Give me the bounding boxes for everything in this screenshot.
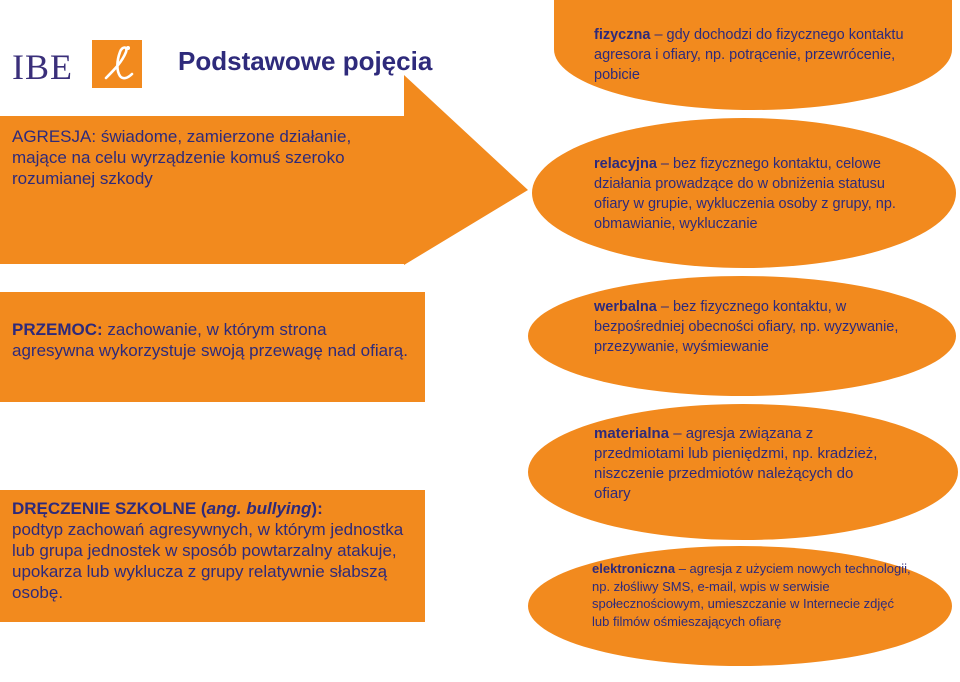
logo-text: IBE: [12, 47, 73, 87]
dreczenie-term-end: ):: [311, 499, 323, 518]
oval-werbalna: [528, 276, 956, 396]
fizyczna-term: fizyczna: [594, 27, 651, 43]
agresja-term: AGRESJA:: [12, 127, 97, 146]
relacyjna-term: relacyjna: [594, 156, 657, 172]
oval-relacyjna: [532, 118, 956, 268]
werbalna-term: werbalna: [594, 299, 657, 315]
przemoc-definition: zachowanie, w którym strona agresywna wykorzystuje swoją przewagę nad ofiarą.: [12, 320, 408, 360]
agresja-block: [0, 116, 404, 264]
przemoc-term: PRZEMOC:: [12, 320, 103, 339]
elektroniczna-text: [592, 560, 912, 630]
werbalna-text: [594, 297, 924, 357]
oval-materialna: [528, 404, 958, 540]
dreczenie-ang: ang. bullying: [206, 499, 312, 518]
elektroniczna-desc: – agresja z użyciem nowych technologii, np. złośliwy SMS, e-mail, wpis w serwisie społecznościowym, umieszczanie w Internecie zdjęć lub filmów ośmieszających ofiarę: [592, 561, 911, 629]
materialna-term: materialna: [594, 425, 670, 442]
dreczenie-block: [0, 490, 425, 622]
elektroniczna-term: elektroniczna: [592, 561, 676, 576]
fizyczna-desc: – gdy dochodzi do fizycznego kontaktu agresora i ofiary, np. potrącenie, przewrócenie, pobicie: [594, 27, 904, 83]
dreczenie-text: [12, 498, 420, 603]
agresja-definition: świadome, zamierzone działanie, mające na celu wyrządzenie komuś szeroko rozumianej szkody: [12, 127, 352, 188]
oval-elektroniczna: [528, 546, 952, 666]
agresja-text: [12, 126, 397, 189]
dreczenie-definition: podtyp zachowań agresywnych, w którym jednostka lub grupa jednostek w sposób powtarzalny atakuje, upokarza lub wyklucza z grupy relatywnie słabszą osobę.: [12, 520, 404, 602]
fizyczna-text: [594, 25, 924, 85]
oval-fizyczna: [554, 0, 952, 110]
page-title: Podstawowe pojęcia: [178, 46, 433, 76]
dreczenie-term: DRĘCZENIE SZKOLNE (: [12, 499, 207, 518]
materialna-text: [594, 424, 894, 504]
przemoc-block: [0, 292, 425, 402]
przemoc-text: [12, 319, 412, 361]
relacyjna-desc: – bez fizycznego kontaktu, celowe działania prowadzące do w obniżenia statusu ofiary w grupie, wykluczenia osoby z grupy, np. obmawianie, wykluczanie: [594, 156, 896, 232]
werbalna-desc: – bez fizycznego kontaktu, w bezpośredniej obecności ofiary, np. wyzywanie, przezywanie, wyśmiewanie: [594, 299, 899, 355]
materialna-desc: – agresja związana z przedmiotami lub pieniędzmi, np. kradzież, niszczenie przedmiotów należących do ofiary: [594, 425, 878, 502]
relacyjna-text: [594, 154, 924, 234]
